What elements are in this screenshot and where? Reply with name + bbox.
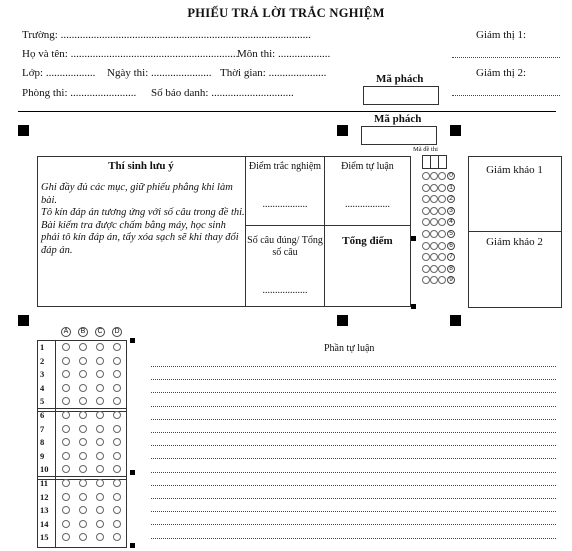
ma-de-bubble[interactable] xyxy=(438,276,446,284)
answer-bubble-a[interactable] xyxy=(62,452,70,460)
ma-de-bubble[interactable] xyxy=(422,253,430,261)
lop-field: Lớp: .................. xyxy=(22,67,96,79)
essay-line[interactable] xyxy=(151,445,556,446)
answer-group-divider xyxy=(55,476,56,547)
diem-trac-nghiem-label: Điểm trắc nghiệm xyxy=(248,161,322,172)
answer-bubble-c[interactable] xyxy=(96,384,104,392)
question-number: 11 xyxy=(40,478,49,488)
answer-bubble-d[interactable] xyxy=(113,520,121,528)
ma-de-bubble[interactable] xyxy=(430,230,438,238)
ma-de-bubble[interactable] xyxy=(430,218,438,226)
question-number: 10 xyxy=(40,464,49,475)
so-cau-dung-value[interactable]: .................. xyxy=(262,285,308,296)
ma-de-bubble[interactable] xyxy=(430,276,438,284)
ma-de-bubble[interactable] xyxy=(422,265,430,273)
ma-de-bubble[interactable] xyxy=(438,242,446,250)
answer-bubble-a[interactable] xyxy=(62,411,70,419)
truong-field: Trường: ........................................................................................... xyxy=(22,29,311,41)
essay-line[interactable] xyxy=(151,524,556,525)
question-number: 7 xyxy=(40,423,45,434)
question-number: 4 xyxy=(40,382,45,393)
answer-bubble-c[interactable] xyxy=(96,452,104,460)
question-number: 6 xyxy=(40,410,45,420)
answer-bubble-b[interactable] xyxy=(79,357,87,365)
essay-line[interactable] xyxy=(151,379,556,380)
answer-bubble-a[interactable] xyxy=(62,384,70,392)
ma-de-entry-box[interactable] xyxy=(438,155,447,169)
ma-de-digit-label: 9 xyxy=(447,276,455,284)
answer-bubble-b[interactable] xyxy=(79,520,87,528)
ma-de-bubble[interactable] xyxy=(422,184,430,192)
essay-line[interactable] xyxy=(151,432,556,433)
question-number: 2 xyxy=(40,355,45,366)
answer-bubble-b[interactable] xyxy=(79,384,87,392)
luu-y-title: Thí sinh lưu ý xyxy=(108,160,174,172)
giam-thi-2-line xyxy=(452,95,560,96)
answer-bubble-c[interactable] xyxy=(96,520,104,528)
essay-line[interactable] xyxy=(151,406,556,407)
option-d-header: D xyxy=(112,327,122,337)
ma-de-bubble[interactable] xyxy=(438,265,446,273)
ma-de-bubble[interactable] xyxy=(422,218,430,226)
ma-de-bubble[interactable] xyxy=(430,184,438,192)
ma-phach-mid-label: Mã phách xyxy=(374,113,422,125)
giam-khao-1-label: Giám khảo 1 xyxy=(486,164,543,176)
ma-de-bubble[interactable] xyxy=(422,230,430,238)
answer-bubble-d[interactable] xyxy=(113,493,121,501)
answer-bubble-b[interactable] xyxy=(79,343,87,351)
ma-de-digit-label: 7 xyxy=(447,253,455,261)
ma-de-digit-label: 2 xyxy=(447,195,455,203)
ma-de-digit-label: 6 xyxy=(447,242,455,250)
answer-bubble-b[interactable] xyxy=(79,479,87,487)
option-c-header: C xyxy=(95,327,105,337)
essay-line[interactable] xyxy=(151,485,556,486)
ma-de-bubble[interactable] xyxy=(430,265,438,273)
ma-de-digit-label: 0 xyxy=(447,172,455,180)
essay-line[interactable] xyxy=(151,498,556,499)
ma-de-bubble[interactable] xyxy=(430,172,438,180)
essay-line[interactable] xyxy=(151,511,556,512)
question-number: 3 xyxy=(40,369,45,380)
answer-bubble-d[interactable] xyxy=(113,357,121,365)
essay-line[interactable] xyxy=(151,472,556,473)
thoi-gian-field: Thời gian: ..................... xyxy=(220,67,327,79)
answer-bubble-b[interactable] xyxy=(79,411,87,419)
question-number: 5 xyxy=(40,396,45,407)
ma-de-bubble[interactable] xyxy=(438,253,446,261)
question-number: 8 xyxy=(40,437,45,448)
option-a-header: A xyxy=(61,327,71,337)
question-number: 1 xyxy=(40,342,45,352)
ma-de-digit-label: 5 xyxy=(447,230,455,238)
answer-group-divider xyxy=(55,408,56,479)
question-number: 12 xyxy=(40,491,49,502)
ma-de-bubble[interactable] xyxy=(422,207,430,215)
so-cau-dung-label: Số câu đúng/ Tổng số câu xyxy=(247,235,323,258)
ma-de-bubble[interactable] xyxy=(422,195,430,203)
answer-group-divider xyxy=(55,340,56,411)
ngay-thi-field: Ngày thi: ...................... xyxy=(107,67,212,79)
table-divider xyxy=(324,156,325,306)
answer-bubble-a[interactable] xyxy=(62,425,70,433)
ma-phach-top-label: Mã phách xyxy=(376,73,424,85)
answer-bubble-d[interactable] xyxy=(113,411,121,419)
question-number: 13 xyxy=(40,505,49,516)
ma-de-bubble[interactable] xyxy=(422,242,430,250)
answer-bubble-d[interactable] xyxy=(113,343,121,351)
mon-thi-field: Môn thi: ................... xyxy=(237,48,331,60)
giam-thi-1-label: Giám thị 1: xyxy=(476,29,527,41)
answer-bubble-b[interactable] xyxy=(79,452,87,460)
alignment-mark xyxy=(130,338,135,343)
ma-de-digit-label: 4 xyxy=(447,218,455,226)
answer-bubble-c[interactable] xyxy=(96,343,104,351)
answer-bubble-d[interactable] xyxy=(113,452,121,460)
answer-bubble-a[interactable] xyxy=(62,343,70,351)
ma-de-bubble[interactable] xyxy=(438,230,446,238)
table-divider xyxy=(245,156,246,306)
alignment-mark xyxy=(130,470,135,475)
question-number: 15 xyxy=(40,532,49,543)
essay-line[interactable] xyxy=(151,419,556,420)
alignment-mark xyxy=(411,304,416,309)
diem-tu-luan-value[interactable]: .................. xyxy=(345,199,390,210)
luu-y-text: Ghi đầy đủ các mục, giữ phiếu phẳng khi làm bài. Tô kín đáp án tương ứng với số câu trong đề thi. Bài kiểm tra được chấm bằng máy, học sinh phải tô kín đáp án, tẩy xóa sạch sẽ khi thay đổi đáp án. xyxy=(41,182,245,256)
registration-mark xyxy=(18,315,29,326)
registration-mark xyxy=(337,315,348,326)
registration-mark xyxy=(450,315,461,326)
alignment-mark xyxy=(411,236,416,241)
answer-bubble-c[interactable] xyxy=(96,479,104,487)
sheet-title: PHIẾU TRẢ LỜI TRẮC NGHIỆM xyxy=(187,6,385,20)
essay-line[interactable] xyxy=(151,538,556,539)
ma-de-bubble[interactable] xyxy=(438,172,446,180)
diem-tu-luan-label: Điểm tự luận xyxy=(341,161,394,172)
giam-khao-divider xyxy=(468,231,561,232)
answer-bubble-a[interactable] xyxy=(62,479,70,487)
answer-bubble-c[interactable] xyxy=(96,411,104,419)
ma-de-bubble[interactable] xyxy=(430,195,438,203)
alignment-mark xyxy=(130,543,135,548)
ma-de-bubble[interactable] xyxy=(430,242,438,250)
ma-de-bubble[interactable] xyxy=(438,195,446,203)
ma-de-bubble[interactable] xyxy=(422,172,430,180)
answer-bubble-a[interactable] xyxy=(62,493,70,501)
answer-bubble-d[interactable] xyxy=(113,425,121,433)
tong-diem-label: Tổng điểm xyxy=(342,235,393,247)
answer-bubble-c[interactable] xyxy=(96,357,104,365)
registration-mark xyxy=(450,125,461,136)
ma-de-bubble[interactable] xyxy=(430,253,438,261)
ma-de-bubble[interactable] xyxy=(430,207,438,215)
answer-bubble-d[interactable] xyxy=(113,479,121,487)
phong-thi-field: Phòng thi: ........................ xyxy=(22,87,137,99)
answer-bubble-a[interactable] xyxy=(62,357,70,365)
giam-thi-2-label: Giám thị 2: xyxy=(476,67,527,79)
answer-bubble-c[interactable] xyxy=(96,425,104,433)
giam-thi-1-line xyxy=(452,57,560,58)
ma-de-digit-label: 1 xyxy=(447,184,455,192)
ho-ten-field: Họ và tên: ............................................................. xyxy=(22,48,239,60)
essay-title: Phần tự luận xyxy=(324,343,375,354)
ma-de-bubble[interactable] xyxy=(438,184,446,192)
giam-khao-2-label: Giám khảo 2 xyxy=(486,236,543,248)
answer-bubble-a[interactable] xyxy=(62,520,70,528)
ma-phach-mid-box[interactable] xyxy=(361,126,437,145)
answer-bubble-b[interactable] xyxy=(79,425,87,433)
ma-de-digit-label: 8 xyxy=(447,265,455,273)
essay-line[interactable] xyxy=(151,392,556,393)
essay-line[interactable] xyxy=(151,458,556,459)
answer-bubble-d[interactable] xyxy=(113,384,121,392)
ma-phach-top-box[interactable] xyxy=(363,86,439,105)
ma-de-bubble[interactable] xyxy=(438,207,446,215)
answer-bubble-c[interactable] xyxy=(96,493,104,501)
question-number: 9 xyxy=(40,450,45,461)
registration-mark xyxy=(337,125,348,136)
ma-de-digit-label: 3 xyxy=(447,207,455,215)
ma-de-bubble[interactable] xyxy=(438,218,446,226)
question-number: 14 xyxy=(40,518,49,529)
giam-khao-box xyxy=(468,156,562,308)
answer-bubble-b[interactable] xyxy=(79,493,87,501)
essay-line[interactable] xyxy=(151,366,556,367)
so-bao-danh-field: Số báo danh: .............................. xyxy=(151,87,294,99)
table-divider xyxy=(245,225,410,226)
diem-trac-nghiem-value[interactable]: .................. xyxy=(262,199,308,210)
ma-de-bubble[interactable] xyxy=(422,276,430,284)
option-b-header: B xyxy=(78,327,88,337)
registration-mark xyxy=(18,125,29,136)
ma-de-thi-label: Mã đề thi xyxy=(413,146,438,153)
header-divider xyxy=(18,111,556,112)
